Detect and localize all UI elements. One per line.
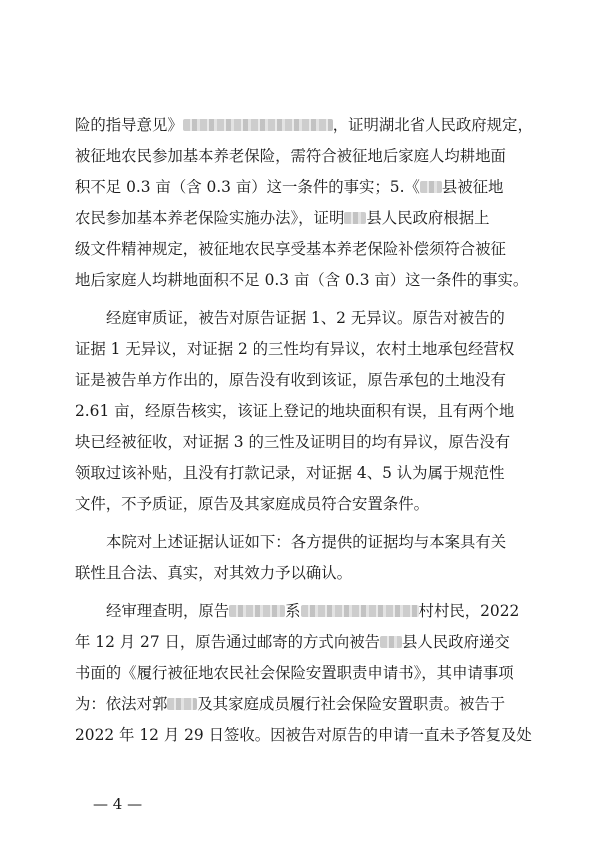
redaction: [420, 181, 442, 193]
redaction: [229, 605, 285, 617]
redaction: [380, 636, 402, 648]
text-line-5: 级文件精神规定，被征地农民享受基本养老保险补偿须符合被征: [75, 240, 506, 258]
text-line-6: 地后家庭人均耕地面积不足 0.3 亩（含 0.3 亩）这一条件的事实。: [75, 271, 529, 289]
text-line-19: 为：依法对郭 及其家庭成员履行社会保险安置职责。被告于: [75, 695, 506, 713]
text-line-12: 领取过该补贴，且没有打款记录，对证据 4、5 认为属于规范性: [75, 464, 505, 482]
text-line-20: 2022 年 12 月 29 日签收。因被告对原告的申请一直未予答复及处: [75, 726, 532, 744]
text-line-13: 文件，不予质证，原告及其家庭成员符合安置条件。: [75, 495, 429, 513]
redaction: [167, 698, 197, 710]
text-line-18: 书面的《履行被征地农民社会保险安置职责申请书》，其申请事项: [75, 664, 514, 682]
text-line-7: 经庭审质证，被告对原告证据 1、2 无异议。原告对被告的: [106, 309, 505, 327]
text-line-1: 险的指导意见》 ，证明湖北省人民政府规定，: [75, 116, 533, 134]
text-line-16: 经审理查明，原告 系 村村民，2022: [106, 602, 520, 620]
text-line-11: 块已经被征收，对证据 3 的三性及证明目的均有异议，原告没有: [75, 433, 511, 451]
text-line-17: 年 12 月 27 日，原告通过邮寄的方式向被告 县人民政府递交: [75, 633, 510, 651]
text-line-4: 农民参加基本养老保险实施办法》，证明 县人民政府根据上: [75, 209, 490, 227]
redaction: [301, 605, 419, 617]
redaction: [183, 119, 333, 131]
page-number: — 4 —: [93, 795, 143, 813]
text-line-2: 被征地农民参加基本养老保险，需符合被征地后家庭人均耕地面: [75, 147, 506, 165]
text-line-3: 积不足 0.3 亩（含 0.3 亩）这一条件的事实；5.《 县被征地: [75, 178, 504, 196]
redaction: [344, 212, 366, 224]
text-line-10: 2.61 亩，经原告核实，该证上登记的地块面积有误，且有两个地: [75, 402, 515, 420]
text-line-8: 证据 1 无异议，对证据 2 的三性均有异议，农村土地承包经营权: [75, 340, 515, 358]
text-line-9: 证是被告单方作出的，原告没有收到该证，原告承包的土地没有: [75, 371, 506, 389]
text-line-14: 本院对上述证据认证如下：各方提供的证据均与本案具有关: [106, 533, 507, 551]
text-line-15: 联性且合法、真实，对其效力予以确认。: [75, 564, 353, 582]
